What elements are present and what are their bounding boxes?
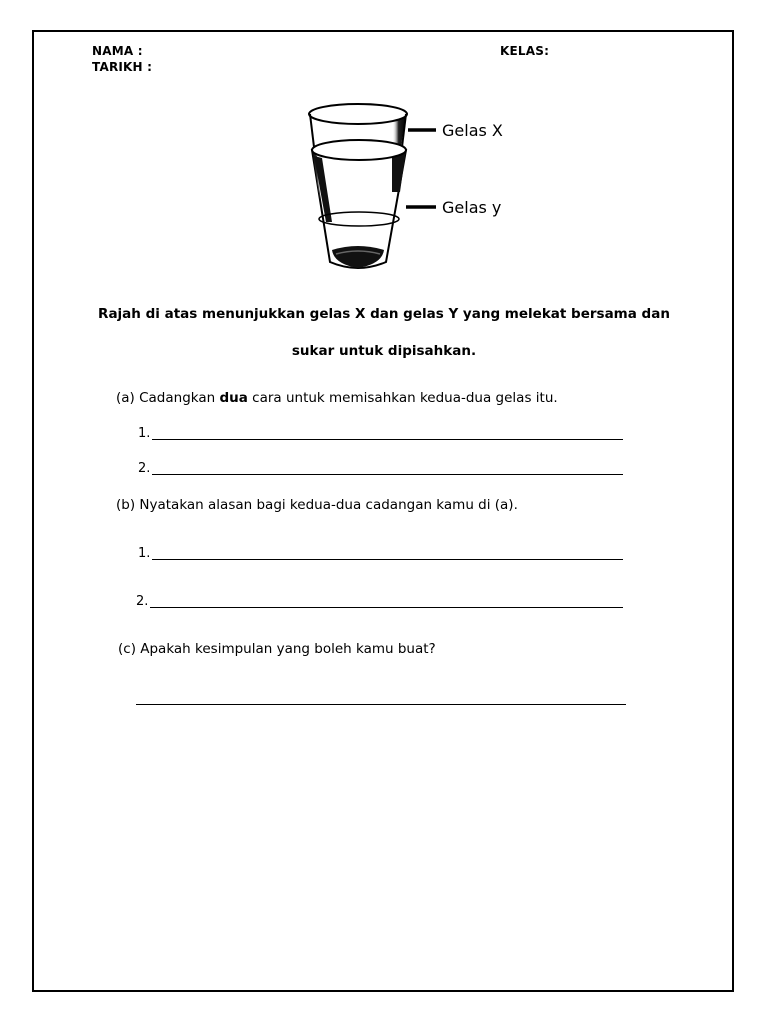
stacked-glasses-illustration [296,92,526,282]
question-a: (a) Cadangkan dua cara untuk memisahkan kedua-dua gelas itu. [116,390,558,406]
statement-line-1: Rajah di atas menunjukkan gelas X dan gelas Y yang melekat bersama dan [98,306,670,322]
answer-line[interactable] [152,559,623,560]
question-c: (c) Apakah kesimpulan yang boleh kamu buat? [118,641,436,657]
answer-c-line[interactable] [136,704,626,705]
answer-b2[interactable] [136,592,623,612]
answer-b1[interactable] [138,544,623,564]
answer-number: 1. [138,546,151,561]
class-label: KELAS: [500,44,550,58]
answer-number: 2. [136,594,149,609]
date-label: TARIKH : [92,60,153,74]
label-glass-y: Gelas y [442,198,502,217]
answer-line[interactable] [152,474,623,475]
answer-line[interactable] [150,607,623,608]
question-a-emphasis: dua [219,390,248,406]
statement-line-2: sukar untuk dipisahkan. [291,343,477,359]
answer-line[interactable] [152,439,623,440]
answer-a1[interactable] [138,424,623,444]
label-glass-x: Gelas X [442,121,503,140]
answer-number: 1. [138,426,151,441]
name-label: NAMA : [92,44,143,58]
answer-number: 2. [138,461,151,476]
glasses-figure [296,92,526,282]
question-b: (b) Nyatakan alasan bagi kedua-dua cadangan kamu di (a). [116,497,518,513]
answer-a2[interactable] [138,459,623,479]
